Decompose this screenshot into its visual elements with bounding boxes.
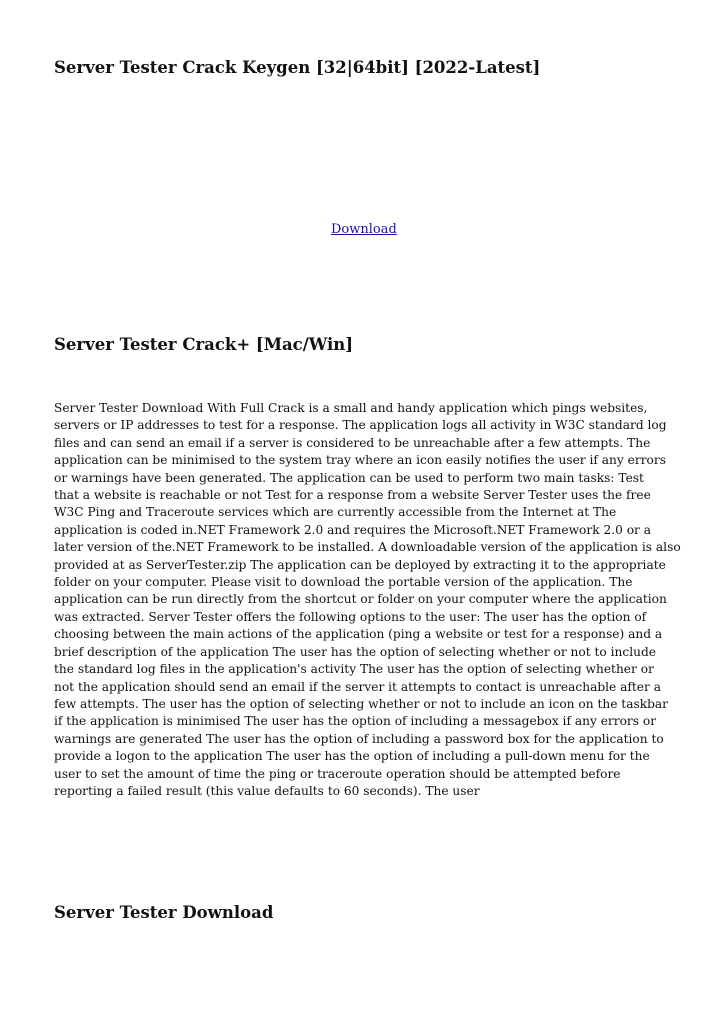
paragraph-line: servers or IP addresses to test for a response. The application logs all activity in W3C standard log	[54, 418, 667, 433]
paragraph-line: brief description of the application The user has the option of selecting whether or not to include	[54, 644, 656, 659]
paragraph-line: choosing between the main actions of the application (ping a website or test for a response) and a	[54, 627, 663, 642]
paragraph-line: that a website is reachable or not Test for a response from a website Server Tester uses the free	[54, 488, 651, 503]
paragraph-line: user to set the amount of time the ping or traceroute operation should be attempted before	[54, 766, 621, 781]
paragraph-line: W3C Ping and Traceroute services which are currently accessible from the Internet at The	[54, 505, 617, 520]
paragraph-line: or warnings have been generated. The application can be used to perform two main tasks: Test	[54, 470, 644, 485]
description-paragraph	[54, 400, 681, 800]
paragraph-line: the standard log files in the application's activity The user has the option of selecting whether or	[54, 662, 654, 677]
paragraph-line: application can be run directly from the shortcut or folder on your computer where the application	[54, 592, 667, 607]
paragraph-line: was extracted. Server Tester offers the following options to the user: The user has the option of	[54, 609, 647, 624]
paragraph-line: later version of the.NET Framework to be installed. A downloadable version of the application is also	[54, 540, 681, 555]
section-heading-mac-win: Server Tester Crack+ [Mac/Win]	[54, 335, 354, 354]
paragraph-line: application can be minimised to the system tray where an icon easily notifies the user if any errors	[54, 453, 666, 468]
paragraph-line: Server Tester Download With Full Crack is a small and handy application which pings websites,	[54, 401, 648, 415]
paragraph-line: provide a logon to the application The user has the option of including a pull-down menu for the	[54, 749, 650, 764]
paragraph-line: provided at as ServerTester.zip The application can be deployed by extracting it to the appropriate	[54, 557, 666, 572]
paragraph-line: files and can send an email if a server is considered to be unreachable after a few attempts. The	[54, 435, 651, 450]
paragraph-line: reporting a failed result (this value defaults to 60 seconds). The user	[54, 783, 480, 798]
paragraph-line: application is coded in.NET Framework 2.0 and requires the Microsoft.NET Framework 2.0 or a	[54, 522, 652, 537]
paragraph-line: few attempts. The user has the option of selecting whether or not to include an icon on the taskbar	[54, 696, 668, 711]
download-link[interactable]: Download	[331, 222, 397, 237]
paragraph-line: if the application is minimised The user has the option of including a messagebox if any errors or	[54, 714, 657, 729]
paragraph-line: warnings are generated The user has the option of including a password box for the application to	[54, 731, 664, 746]
section-heading-download: Server Tester Download	[54, 903, 274, 922]
paragraph-line: not the application should send an email if the server it attempts to contact is unreachable after a	[54, 679, 661, 694]
page-title: Server Tester Crack Keygen [32|64bit] [2022-Latest]	[54, 58, 541, 77]
paragraph-line: folder on your computer. Please visit to download the portable version of the application. The	[54, 575, 633, 590]
